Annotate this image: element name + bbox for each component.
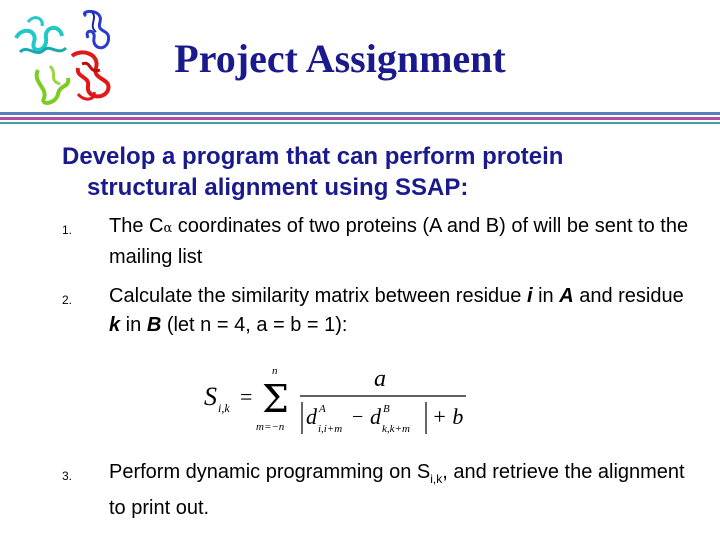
list-number: 2. [62,293,73,307]
item-variable-A: A [559,285,574,307]
formula-lhs: S [204,382,217,411]
distance-d-B: d [370,404,381,429]
item-subscript: i,k [430,472,443,486]
formula-minus: − [352,406,364,428]
slide-title: Project Assignment [174,36,506,81]
protein-structure-logo [8,8,126,108]
item-variable-B: B [146,314,162,336]
distance-d-B-subscript: k,k+m [382,423,410,435]
distance-d-A-superscript: A [319,403,326,415]
item-text-part: Perform dynamic programming on S [109,461,431,483]
distance-d-B-superscript: B [383,403,390,415]
intro-text [62,141,702,203]
divider-line-blue [0,112,720,115]
divider-line-teal [0,122,720,124]
item-text-part: The C [109,215,164,237]
list-item-text [109,282,699,340]
intro-line-1: Develop a program that can perform protein [62,143,564,170]
item-text-part: and residue [573,285,684,307]
item-text-part: (let n = 4, a = b = 1): [161,314,348,336]
similarity-formula [196,360,476,438]
sum-upper-limit: n [272,365,278,377]
list-number: 3. [62,469,73,483]
item-text-part: coordinates of two proteins (A and B) of will be sent to the mailing list [109,215,689,268]
formula-equals: = [240,384,253,409]
item-variable-i: i [526,285,533,307]
item-text-part: , and retrieve the alignment to print out. [109,461,685,519]
intro-line-2: structural alignment using SSAP: [87,174,469,201]
distance-d-A-subscript: i,i+m [318,423,343,435]
sum-symbol: Σ [262,377,289,421]
formula-numerator: a [374,366,386,392]
item-text-part: in [120,314,147,336]
list-number: 1. [62,223,73,237]
formula-plus-b: + b [432,404,464,429]
list-item-text [109,212,699,272]
item-text-part: in [532,285,560,307]
item-text-part: Calculate the similarity matrix between residue [109,285,527,307]
formula-lhs-subscript: i,k [218,401,230,415]
alpha-symbol: α [163,221,173,236]
divider-line-magenta [0,117,720,120]
list-item-text [109,458,699,523]
item-variable-k: k [109,314,121,336]
sum-lower-limit: m=−n [256,421,285,433]
distance-d-A: d [306,404,317,429]
